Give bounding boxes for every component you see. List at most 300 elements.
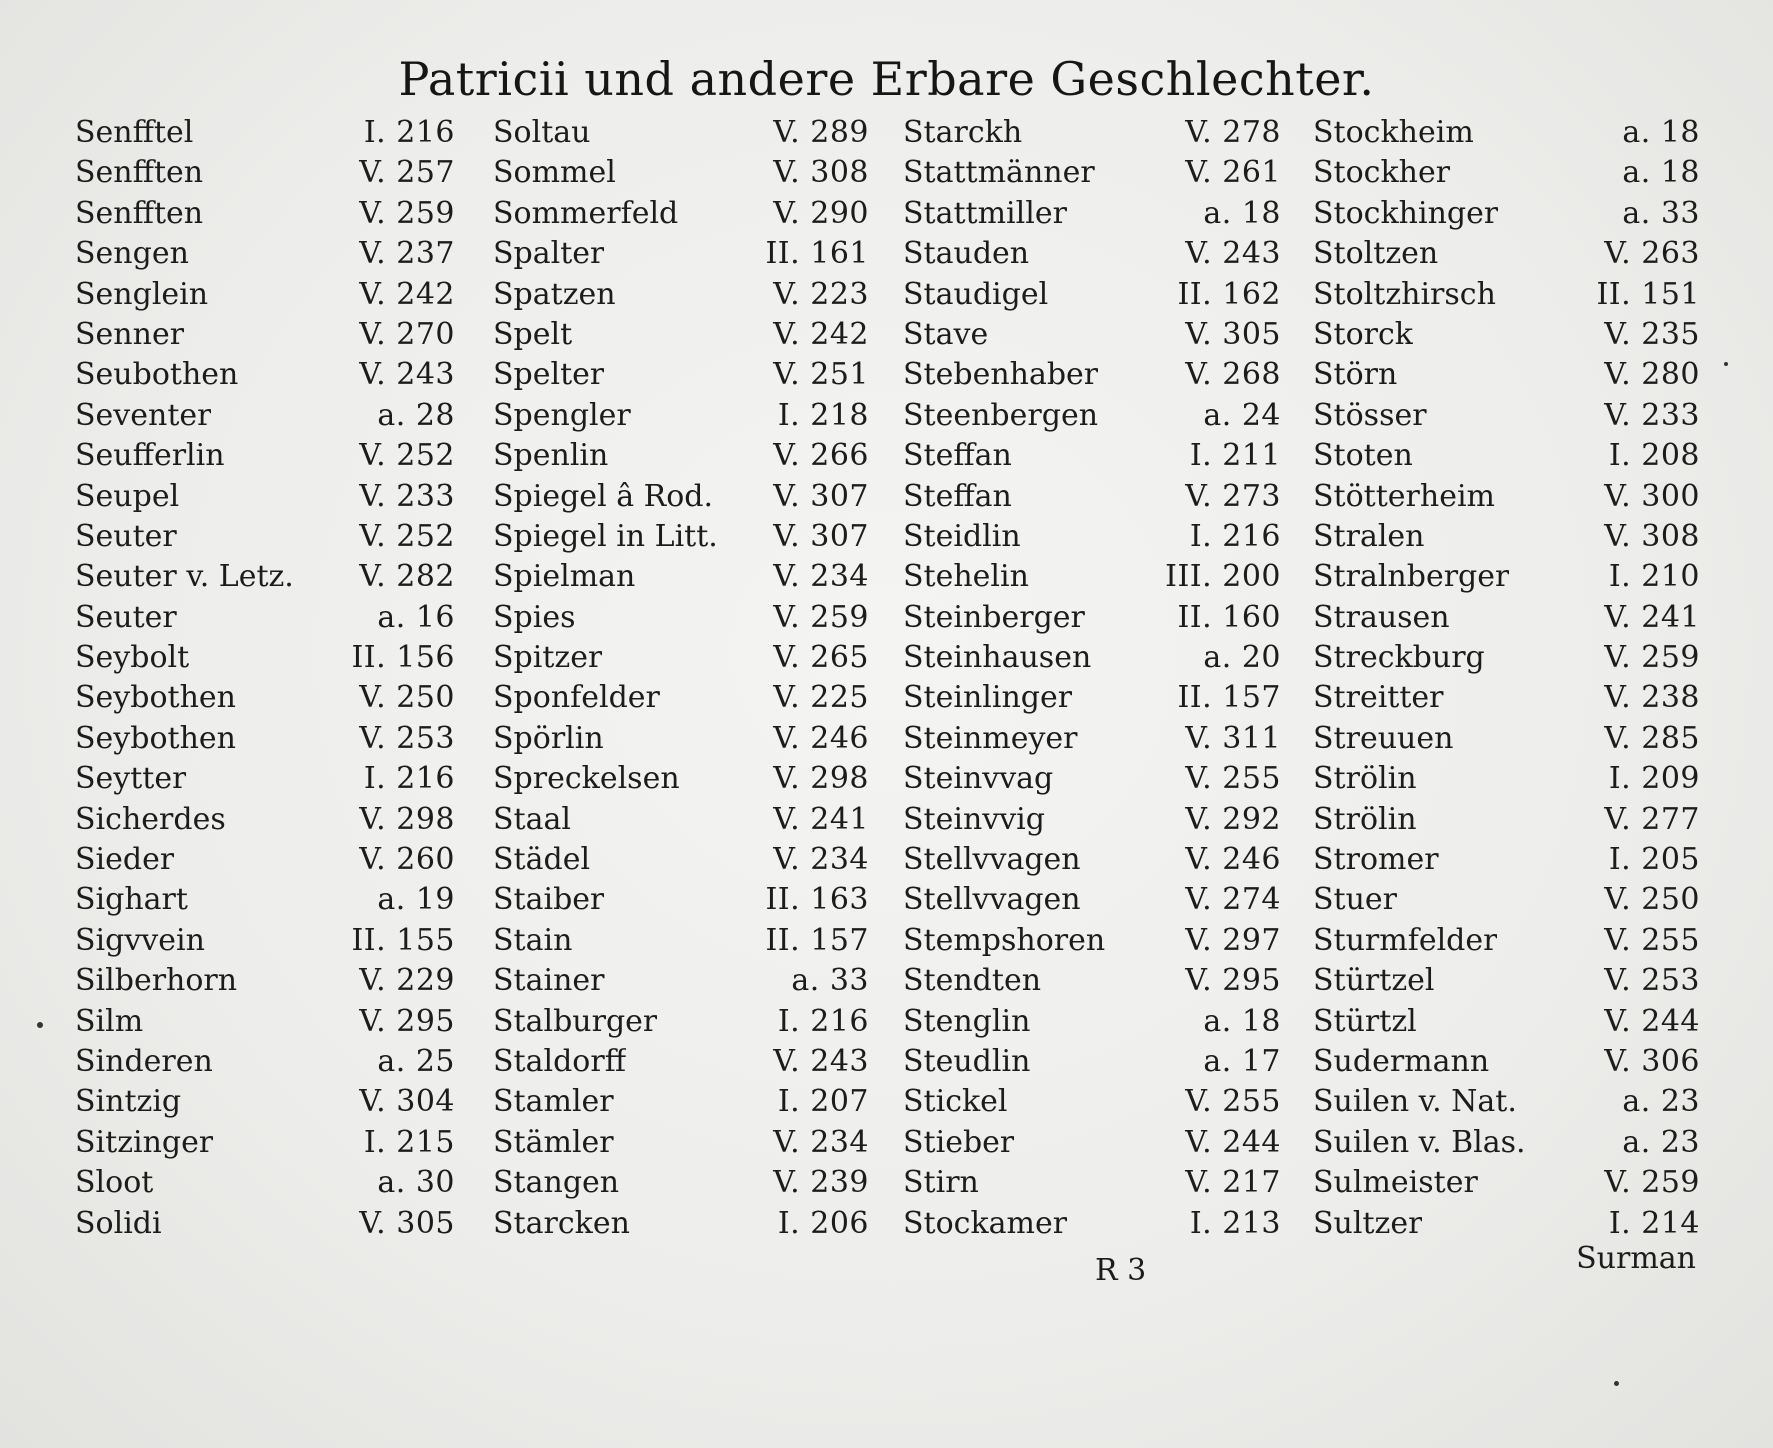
entry-reference: V. 268 [1185, 357, 1281, 393]
entry-reference: I. 214 [1608, 1205, 1700, 1241]
index-entry [1309, 759, 1700, 799]
index-entry [485, 396, 897, 436]
entry-reference: V. 307 [773, 478, 869, 514]
index-entry [1309, 517, 1700, 557]
entry-name: Stave [903, 316, 989, 352]
index-entry [897, 1204, 1309, 1244]
entry-name: Sieder [75, 842, 175, 878]
entry-reference: V. 252 [359, 438, 455, 474]
entry-name: Stenglin [903, 1003, 1031, 1039]
entry-reference: V. 246 [773, 720, 869, 756]
catchword: Surman [1576, 1241, 1696, 1276]
index-entry [485, 194, 897, 234]
index-entry [1309, 1082, 1700, 1122]
entry-reference: V. 270 [359, 316, 455, 352]
entry-name: Sponfelder [493, 680, 660, 716]
entry-reference: V. 238 [1604, 680, 1700, 716]
index-entry [897, 961, 1309, 1001]
entry-name: Stickel [903, 1084, 1008, 1120]
entry-name: Staudigel [903, 276, 1049, 312]
index-entry [897, 921, 1309, 961]
entry-name: Spengler [493, 397, 631, 433]
index-entry [75, 961, 485, 1001]
index-entry [1309, 153, 1700, 193]
index-entry [1309, 355, 1700, 395]
entry-reference: II. 160 [1177, 599, 1281, 635]
entry-name: Sighart [75, 882, 188, 918]
entry-name: Sitzinger [75, 1124, 214, 1160]
index-entry [1309, 275, 1700, 315]
entry-name: Storck [1313, 316, 1413, 352]
entry-reference: V. 278 [1185, 115, 1281, 150]
entry-reference: V. 308 [773, 155, 869, 191]
entry-reference: V. 234 [773, 559, 869, 595]
index-entry [75, 638, 485, 678]
entry-reference: V. 250 [1604, 882, 1700, 918]
entry-name: Stötterheim [1313, 478, 1495, 514]
entry-reference: V. 255 [1604, 922, 1700, 958]
entry-reference: a. 23 [1622, 1124, 1700, 1160]
index-entry [75, 234, 485, 274]
index-entry [485, 234, 897, 274]
index-entry [75, 477, 485, 517]
entry-name: Senfftel [75, 115, 194, 150]
index-entry [1309, 436, 1700, 476]
entry-reference: I. 208 [1608, 438, 1700, 474]
entry-reference: a. 18 [1622, 155, 1700, 191]
entry-name: Sloot [75, 1165, 154, 1201]
entry-reference: V. 234 [773, 842, 869, 878]
entry-reference: V. 243 [773, 1043, 869, 1079]
entry-reference: I. 206 [777, 1205, 869, 1241]
entry-name: Stamler [493, 1084, 614, 1120]
entry-name: Streckburg [1313, 640, 1485, 676]
entry-name: Suilen v. Nat. [1313, 1084, 1517, 1120]
index-column-1 [75, 113, 485, 1273]
entry-reference: V. 259 [359, 195, 455, 231]
entry-reference: a. 25 [377, 1043, 455, 1079]
index-entry [897, 517, 1309, 557]
entry-name: Stralen [1313, 518, 1425, 554]
entry-name: Sudermann [1313, 1043, 1490, 1079]
entry-reference: II. 157 [1177, 680, 1281, 716]
entry-reference: V. 282 [359, 559, 455, 595]
index-entry [75, 315, 485, 355]
entry-reference: I. 215 [363, 1124, 455, 1160]
index-entry [485, 759, 897, 799]
entry-name: Stockhinger [1313, 195, 1499, 231]
entry-name: Störn [1313, 357, 1398, 393]
index-entry [75, 1204, 485, 1244]
ink-speck [37, 1022, 43, 1028]
index-entry [485, 961, 897, 1001]
entry-name: Spalter [493, 236, 605, 272]
entry-reference: II. 156 [351, 640, 455, 676]
entry-name: Steenbergen [903, 397, 1099, 433]
index-entry [485, 1204, 897, 1244]
index-entry [897, 759, 1309, 799]
entry-name: Spies [493, 599, 576, 635]
entry-name: Seybothen [75, 680, 236, 716]
index-entry [1309, 1042, 1700, 1082]
entry-name: Starckh [903, 115, 1023, 150]
entry-reference: V. 292 [1185, 801, 1281, 837]
entry-name: Stellvvagen [903, 882, 1081, 918]
index-entry [485, 436, 897, 476]
entry-name: Stieber [903, 1124, 1015, 1160]
entry-reference: I. 216 [363, 115, 455, 150]
entry-name: Stürtzel [1313, 963, 1435, 999]
entry-name: Stainer [493, 963, 605, 999]
entry-name: Stempshoren [903, 922, 1106, 958]
entry-reference: a. 20 [1203, 640, 1281, 676]
index-entry [897, 1082, 1309, 1122]
entry-name: Strölin [1313, 761, 1417, 797]
entry-reference: V. 285 [1604, 720, 1700, 756]
entry-name: Stendten [903, 963, 1042, 999]
entry-name: Seubothen [75, 357, 239, 393]
index-entry [897, 678, 1309, 718]
entry-reference: V. 280 [1604, 357, 1700, 393]
index-entry [1309, 921, 1700, 961]
index-column-4 [1309, 113, 1700, 1273]
entry-name: Sultzer [1313, 1205, 1423, 1241]
entry-reference: V. 251 [773, 357, 869, 393]
entry-name: Stebenhaber [903, 357, 1099, 393]
entry-reference: V. 304 [359, 1084, 455, 1120]
index-entry [1309, 194, 1700, 234]
entry-name: Stauden [903, 236, 1030, 272]
entry-name: Staal [493, 801, 571, 837]
entry-name: Strölin [1313, 801, 1417, 837]
index-entry [897, 557, 1309, 597]
entry-reference: a. 19 [377, 882, 455, 918]
entry-reference: II. 155 [351, 922, 455, 958]
entry-reference: I. 213 [1189, 1205, 1281, 1241]
index-entry [897, 638, 1309, 678]
entry-reference: a. 18 [1622, 115, 1700, 150]
entry-reference: V. 229 [359, 963, 455, 999]
index-entry [1309, 840, 1700, 880]
entry-name: Senglein [75, 276, 209, 312]
entry-reference: V. 255 [1185, 1084, 1281, 1120]
index-entry [485, 1042, 897, 1082]
entry-name: Steinvvig [903, 801, 1045, 837]
entry-reference: V. 298 [773, 761, 869, 797]
entry-name: Stromer [1313, 842, 1439, 878]
entry-reference: V. 305 [359, 1205, 455, 1241]
entry-reference: a. 30 [377, 1165, 455, 1201]
entry-name: Suilen v. Blas. [1313, 1124, 1526, 1160]
entry-name: Spitzer [493, 640, 603, 676]
index-entry [75, 194, 485, 234]
index-entry [1309, 113, 1700, 153]
index-entry [485, 719, 897, 759]
entry-name: Stösser [1313, 397, 1427, 433]
index-entry [485, 1123, 897, 1163]
index-entry [1309, 1204, 1700, 1244]
entry-reference: V. 307 [773, 518, 869, 554]
entry-reference: I. 211 [1189, 438, 1281, 474]
entry-reference: II. 162 [1177, 276, 1281, 312]
entry-reference: III. 200 [1165, 559, 1281, 595]
entry-reference: V. 259 [773, 599, 869, 635]
entry-reference: II. 151 [1596, 276, 1700, 312]
index-entry [485, 678, 897, 718]
entry-name: Stämler [493, 1124, 614, 1160]
entry-name: Spenlin [493, 438, 609, 474]
entry-reference: V. 253 [359, 720, 455, 756]
entry-reference: V. 259 [1604, 1165, 1700, 1201]
index-entry [75, 355, 485, 395]
index-entry [897, 719, 1309, 759]
index-entry [1309, 598, 1700, 638]
entry-name: Spreckelsen [493, 761, 680, 797]
index-entry [897, 355, 1309, 395]
index-entry [897, 113, 1309, 153]
entry-name: Stürtzl [1313, 1003, 1417, 1039]
entry-name: Seupel [75, 478, 180, 514]
entry-name: Spiegel in Litt. [493, 518, 718, 554]
entry-name: Spelter [493, 357, 605, 393]
entry-reference: V. 259 [1604, 640, 1700, 676]
entry-name: Seventer [75, 397, 212, 433]
entry-reference: V. 225 [773, 680, 869, 716]
entry-reference: V. 233 [1604, 397, 1700, 433]
entry-name: Streitter [1313, 680, 1444, 716]
index-entry [1309, 678, 1700, 718]
entry-name: Spielman [493, 559, 636, 595]
index-entry [75, 436, 485, 476]
entry-reference: V. 255 [1185, 761, 1281, 797]
entry-name: Silberhorn [75, 963, 238, 999]
entry-name: Sengen [75, 236, 189, 272]
entry-name: Stalburger [493, 1003, 658, 1039]
entry-reference: V. 274 [1185, 882, 1281, 918]
entry-name: Solidi [75, 1205, 162, 1241]
entry-reference: a. 33 [791, 963, 869, 999]
entry-reference: a. 18 [1203, 195, 1281, 231]
index-entry [897, 315, 1309, 355]
entry-reference: V. 260 [359, 842, 455, 878]
entry-name: Seuter [75, 599, 177, 635]
entry-reference: V. 250 [359, 680, 455, 716]
entry-name: Silm [75, 1003, 144, 1039]
index-entry [75, 275, 485, 315]
index-entry [75, 800, 485, 840]
entry-name: Stockheim [1313, 115, 1474, 150]
entry-reference: V. 235 [1604, 316, 1700, 352]
entry-name: Seybothen [75, 720, 236, 756]
entry-name: Steffan [903, 438, 1012, 474]
entry-name: Soltau [493, 115, 591, 150]
entry-reference: I. 205 [1608, 842, 1700, 878]
index-entry [1309, 396, 1700, 436]
entry-reference: V. 290 [773, 195, 869, 231]
entry-name: Sigvvein [75, 922, 205, 958]
entry-reference: II. 161 [765, 236, 869, 272]
index-entry [75, 396, 485, 436]
entry-name: Seuter v. Letz. [75, 559, 294, 595]
index-entry [75, 719, 485, 759]
entry-name: Seufferlin [75, 438, 225, 474]
entry-name: Seytter [75, 761, 187, 797]
entry-name: Starcken [493, 1205, 630, 1241]
entry-reference: V. 223 [773, 276, 869, 312]
entry-reference: a. 16 [377, 599, 455, 635]
index-entry [897, 234, 1309, 274]
index-entry [897, 1002, 1309, 1042]
entry-reference: V. 252 [359, 518, 455, 554]
index-entry [75, 759, 485, 799]
entry-name: Seuter [75, 518, 177, 554]
index-entry [485, 275, 897, 315]
entry-name: Städel [493, 842, 591, 878]
entry-reference: II. 163 [765, 882, 869, 918]
entry-name: Senfften [75, 195, 204, 231]
entry-name: Stattmänner [903, 155, 1095, 191]
entry-name: Sommel [493, 155, 616, 191]
entry-reference: V. 298 [359, 801, 455, 837]
index-entry [897, 800, 1309, 840]
entry-reference: V. 237 [359, 236, 455, 272]
entry-reference: I. 207 [777, 1084, 869, 1120]
index-entry [485, 921, 897, 961]
index-entry [485, 315, 897, 355]
entry-reference: V. 253 [1604, 963, 1700, 999]
entry-reference: V. 261 [1185, 155, 1281, 191]
index-entry [485, 1002, 897, 1042]
index-entry [75, 921, 485, 961]
index-entry [75, 880, 485, 920]
entry-reference: I. 218 [777, 397, 869, 433]
entry-name: Sulmeister [1313, 1165, 1478, 1201]
entry-name: Steinhausen [903, 640, 1092, 676]
entry-reference: V. 277 [1604, 801, 1700, 837]
index-entry [897, 1042, 1309, 1082]
index-entry [897, 840, 1309, 880]
entry-name: Senfften [75, 155, 204, 191]
index-entry [1309, 638, 1700, 678]
index-entry [897, 436, 1309, 476]
entry-name: Sturmfelder [1313, 922, 1498, 958]
entry-reference: V. 241 [1604, 599, 1700, 635]
index-entry [485, 880, 897, 920]
entry-reference: V. 308 [1604, 518, 1700, 554]
index-entry [897, 194, 1309, 234]
entry-name: Stoltzhirsch [1313, 276, 1496, 312]
entry-reference: II. 157 [765, 922, 869, 958]
entry-reference: I. 216 [1189, 518, 1281, 554]
entry-reference: V. 306 [1604, 1043, 1700, 1079]
index-entry [1309, 1163, 1700, 1203]
index-entry [897, 1163, 1309, 1203]
index-entry [1309, 719, 1700, 759]
index-entry [1309, 315, 1700, 355]
entry-name: Steffan [903, 478, 1012, 514]
entry-name: Spatzen [493, 276, 616, 312]
entry-name: Steudlin [903, 1043, 1031, 1079]
index-entry [897, 1123, 1309, 1163]
entry-name: Seybolt [75, 640, 190, 676]
index-entry [1309, 557, 1700, 597]
entry-reference: V. 265 [773, 640, 869, 676]
entry-name: Spiegel â Rod. [493, 478, 714, 514]
entry-name: Steinberger [903, 599, 1085, 635]
index-entry [1309, 800, 1700, 840]
index-entry [75, 517, 485, 557]
entry-name: Spelt [493, 316, 573, 352]
entry-name: Senner [75, 316, 185, 352]
entry-reference: V. 242 [359, 276, 455, 312]
index-entry [485, 113, 897, 153]
index-entry [1309, 880, 1700, 920]
index-entry [485, 1163, 897, 1203]
page-title: Patricii und andere Erbare Geschlechter. [398, 52, 1375, 106]
entry-name: Stockher [1313, 155, 1451, 191]
entry-reference: a. 23 [1622, 1084, 1700, 1120]
entry-reference: V. 243 [359, 357, 455, 393]
index-entry [485, 1082, 897, 1122]
index-entry [897, 153, 1309, 193]
index-entry [75, 840, 485, 880]
index-entry [485, 153, 897, 193]
entry-name: Sicherdes [75, 801, 226, 837]
entry-reference: V. 300 [1604, 478, 1700, 514]
index-column-2 [485, 113, 897, 1273]
entry-name: Sintzig [75, 1084, 182, 1120]
entry-name: Stirn [903, 1165, 979, 1201]
index-entry [485, 517, 897, 557]
entry-reference: a. 17 [1203, 1043, 1281, 1079]
entry-name: Steinlinger [903, 680, 1073, 716]
index-entry [75, 153, 485, 193]
index-entry [75, 1163, 485, 1203]
index-entry [75, 1042, 485, 1082]
index-entry [485, 355, 897, 395]
signature-mark: R 3 [1095, 1253, 1147, 1288]
entry-name: Stangen [493, 1165, 620, 1201]
index-entry [897, 275, 1309, 315]
ink-speck [1724, 362, 1728, 366]
index-entry [1309, 477, 1700, 517]
entry-reference: V. 311 [1185, 720, 1281, 756]
index-entry [485, 840, 897, 880]
entry-reference: V. 243 [1185, 236, 1281, 272]
index-entry [485, 477, 897, 517]
entry-reference: I. 209 [1608, 761, 1700, 797]
entry-reference: a. 33 [1622, 195, 1700, 231]
index-entry [1309, 234, 1700, 274]
index-entry [75, 1082, 485, 1122]
entry-name: Stehelin [903, 559, 1029, 595]
entry-reference: V. 289 [773, 115, 869, 150]
entry-name: Steinvvag [903, 761, 1054, 797]
entry-name: Sommerfeld [493, 195, 679, 231]
entry-name: Strausen [1313, 599, 1450, 635]
index-entry [75, 678, 485, 718]
entry-reference: V. 295 [359, 1003, 455, 1039]
index-column-3 [897, 113, 1309, 1273]
entry-name: Stain [493, 922, 573, 958]
entry-reference: V. 233 [359, 478, 455, 514]
entry-reference: V. 239 [773, 1165, 869, 1201]
entry-name: Stoten [1313, 438, 1413, 474]
entry-reference: V. 295 [1185, 963, 1281, 999]
entry-reference: I. 216 [363, 761, 455, 797]
entry-name: Stuer [1313, 882, 1398, 918]
index-entry [897, 880, 1309, 920]
